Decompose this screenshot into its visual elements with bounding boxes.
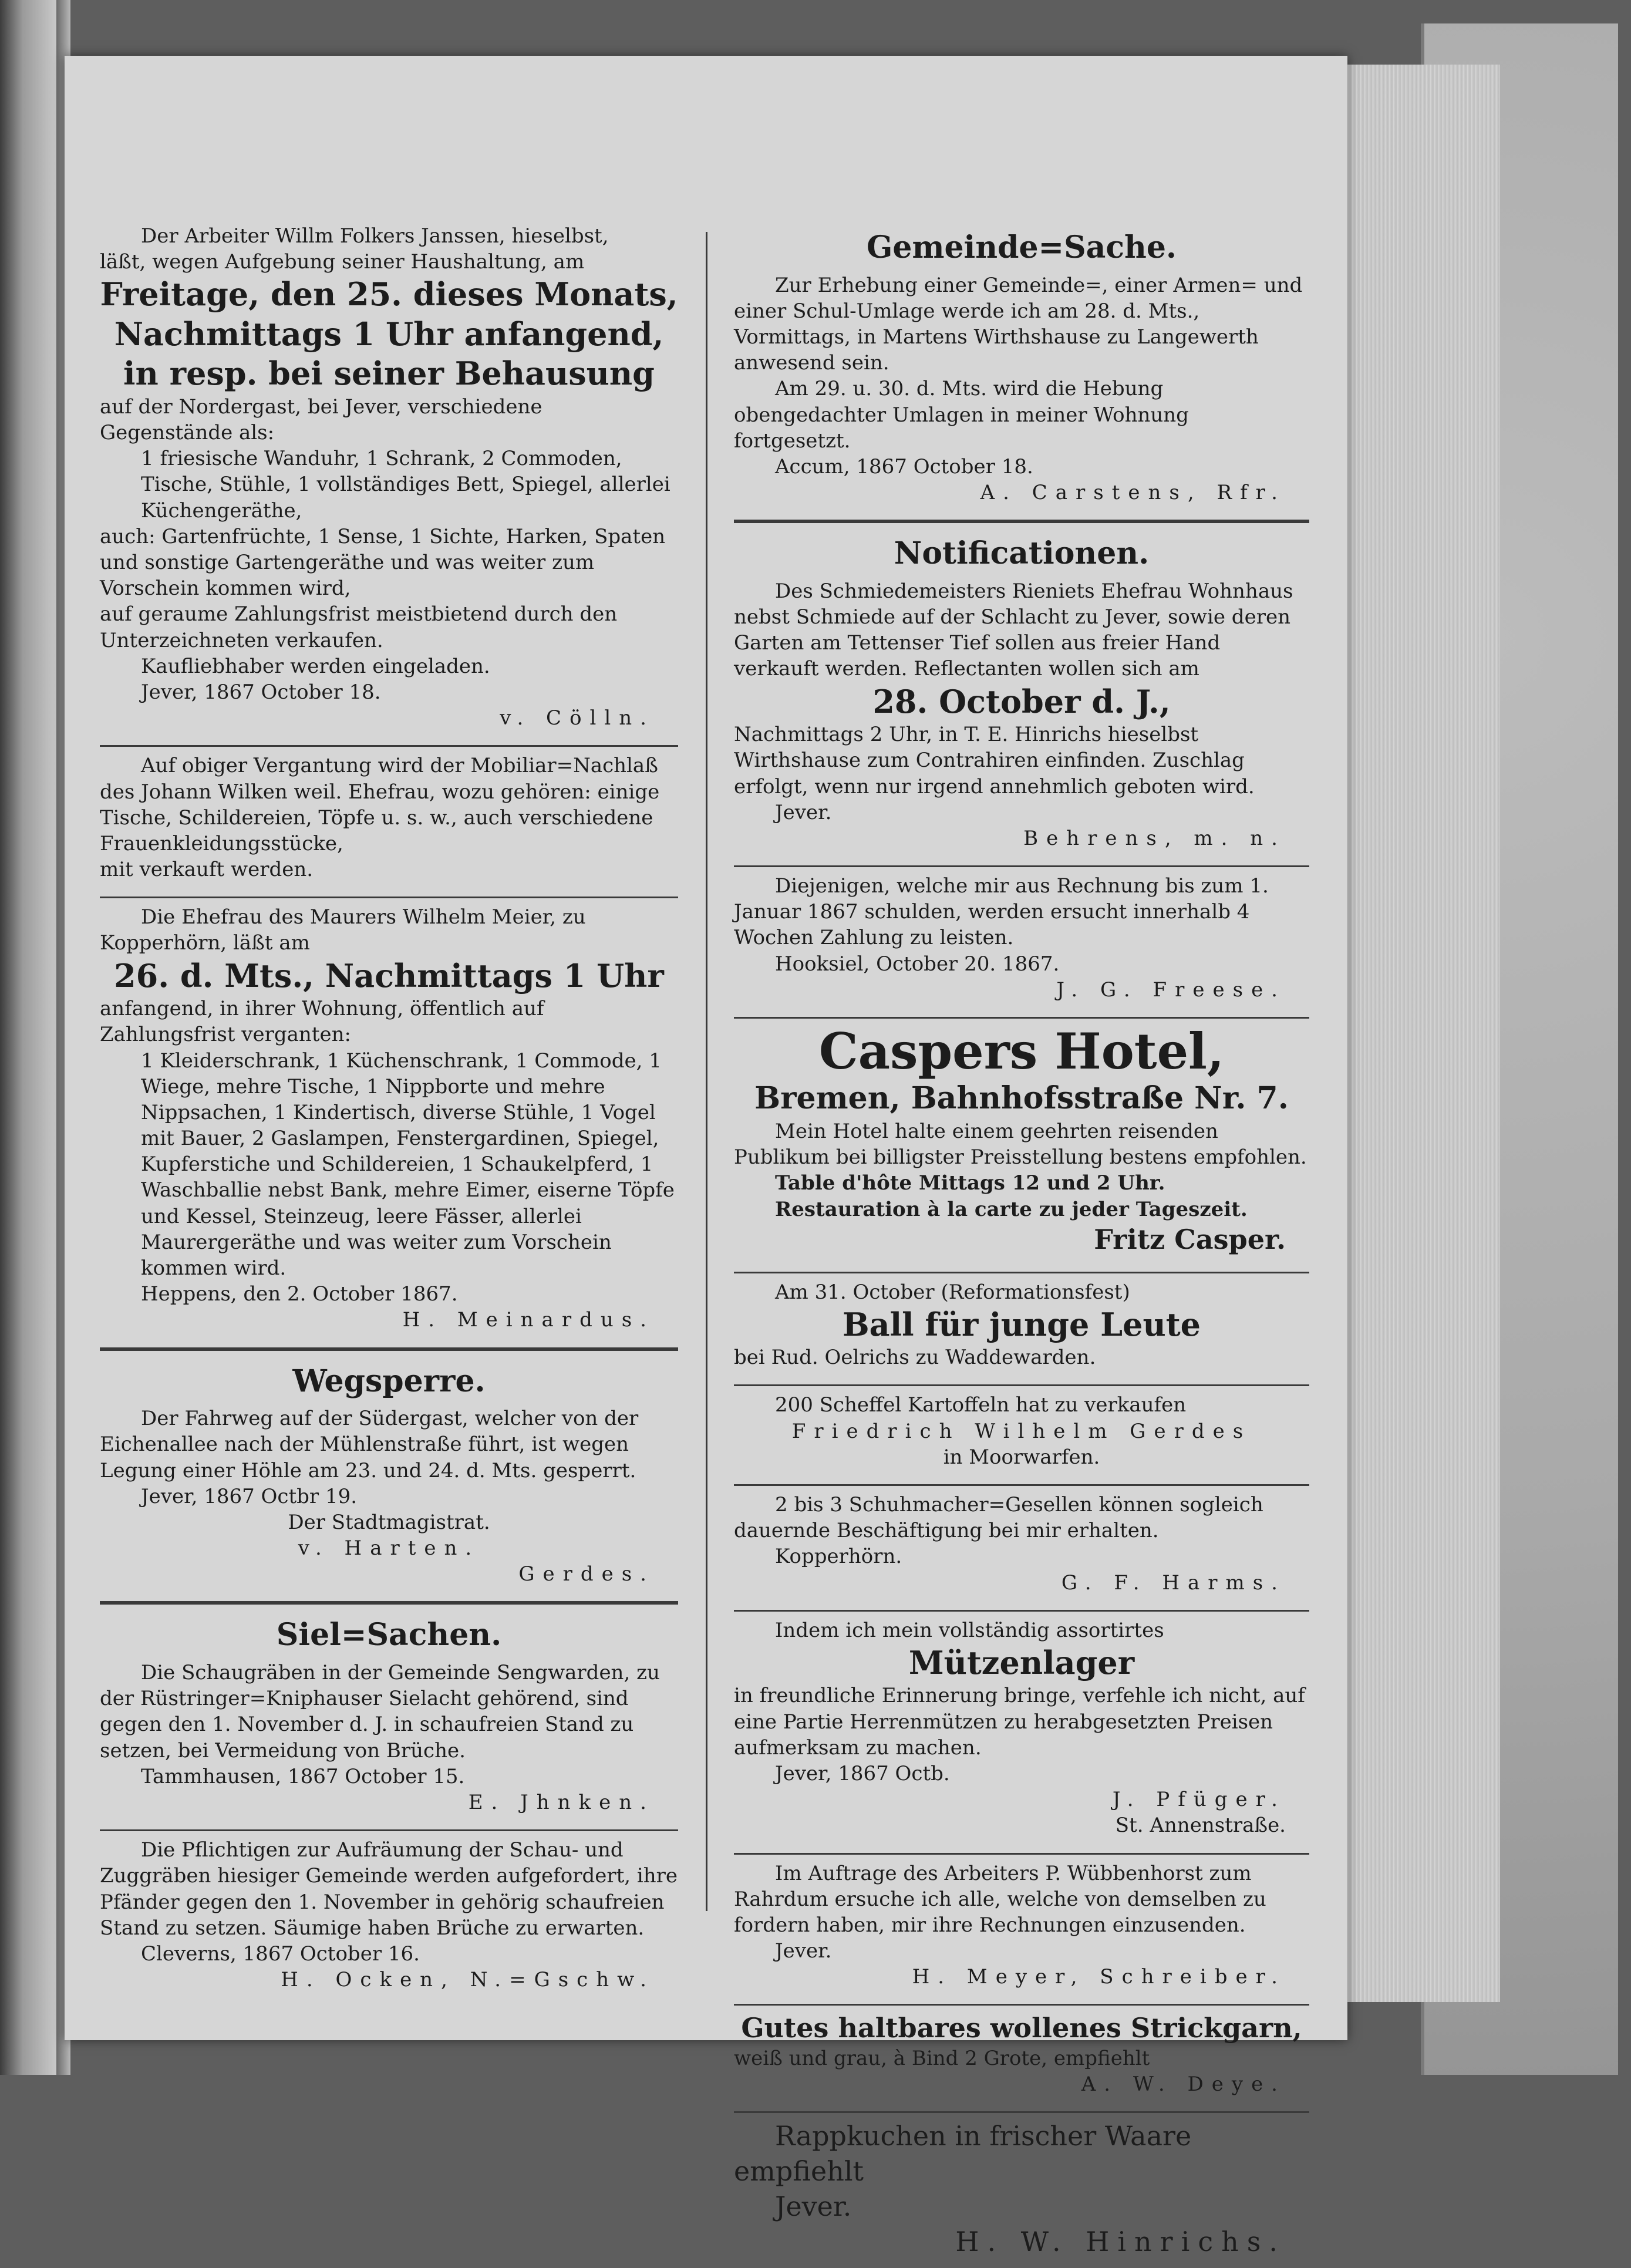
ad-caspers-hotel — [734, 1022, 1309, 1258]
notice-text: in freundliche Erinnerung bringe, verfehle ich nicht, auf eine Partie Herrenmützen zu herabgesetzten Preisen aufmerksam zu machen. — [734, 1684, 1305, 1760]
notice-text: Die Pflichtigen zur Aufräumung der Schau- und Zuggräben hiesiger Gemeinde werden aufgefordert, ihre Pfänder gegen den 1. November in gehörig schaufreien Stand zu setzen. Säumige haben Brüche zu erwarten. — [100, 1838, 678, 1940]
notice-gemeinde-sache — [734, 223, 1309, 506]
notice-divider — [100, 1829, 678, 1831]
notice-text: weiß und grau, à Bind 2 Grote, empfiehlt — [734, 2046, 1150, 2070]
notice-text: auf der Nordergast, bei Jever, verschiedene Gegenstände als: — [100, 395, 542, 445]
notice-heading: Gemeinde=Sache. — [866, 230, 1177, 265]
notice-place-date: Accum, 1867 October 18. — [775, 454, 1033, 478]
right-column — [734, 223, 1309, 2268]
notice-wuebbenhorst — [734, 1861, 1309, 1990]
notice-text: mit verkauft werden. — [100, 858, 314, 882]
notice-notificationen — [734, 529, 1309, 851]
item-list: 1 Kleiderschrank, 1 Küchenschrank, 1 Commode, 1 Wiege, mehre Tische, 1 Nippborte und mehre Nippsachen, 1 Kindertisch, diverse Stühle, 1 Vogel mit Bauer, 2 Gaslampen, Fenstergardinen, Spiegel, Kupferstiche und Schildereien, 1 Schaukelpferd, 1 Waschballie nebst Bank, mehre Eimer, eiserne Töpfe und Kessel, Steinzeug, leere Fässer, allerlei Maurergeräthe und was weiter zum Vorschein kommen wird. — [141, 1049, 675, 1280]
notice-place-date: Jever, 1867 October 18. — [141, 680, 381, 704]
notice-divider — [734, 520, 1309, 523]
notice-divider — [734, 865, 1309, 867]
page-edges — [1324, 65, 1500, 2002]
notice-signature: J. G. Freese. — [1056, 978, 1286, 1002]
notice-signature: J. Pfüger. — [1112, 1788, 1286, 1812]
notice-divider — [734, 1272, 1309, 1273]
left-page-edge — [0, 0, 56, 2075]
notice-divider — [734, 1853, 1309, 1855]
notice-freese — [734, 873, 1309, 1003]
item-list: 1 friesische Wanduhr, 1 Schrank, 2 Commoden, Tische, Stühle, 1 vollständiges Bett, Spiegel, allerlei Küchengeräthe, — [141, 447, 670, 523]
notice-divider — [734, 2004, 1309, 2006]
notice-signature: G. F. Harms. — [1061, 1571, 1286, 1595]
notice-divider — [734, 1384, 1309, 1386]
ad-rappkuchen — [734, 2119, 1309, 2259]
ad-kartoffeln — [734, 1392, 1309, 1470]
notice-signature: H. Meinardus. — [402, 1308, 655, 1332]
item-list: auch: Gartenfrüchte, 1 Sense, 1 Sichte, Harken, Spaten und sonstige Gartengeräthe und was weiter zum Vorschein kommen wird, — [100, 524, 666, 601]
notice-signature: Fritz Casper. — [1094, 1223, 1286, 1255]
notice-headline: 26. d. Mts., Nachmittags 1 Uhr — [114, 956, 664, 995]
notice-wegsperre — [100, 1357, 678, 1588]
notice-divider — [100, 745, 678, 747]
column-rule — [706, 232, 707, 1911]
notice-text: 200 Scheffel Kartoffeln hat zu verkaufen — [775, 1393, 1187, 1417]
notice-place-date: Jever, 1867 Octbr 19. — [141, 1484, 358, 1508]
notice-place: Jever. — [775, 2190, 852, 2222]
notice-text: Am 29. u. 30. d. Mts. wird die Hebung obengedachter Umlagen in meiner Wohnung fortgesetzt. — [734, 377, 1189, 453]
notice-text: auf geraume Zahlungsfrist meistbietend durch den Unterzeichneten verkaufen. — [100, 602, 618, 652]
notice-text: läßt, wegen Aufgebung seiner Haushaltung, am — [100, 250, 585, 274]
notice-authority: Der Stadtmagistrat. — [288, 1510, 490, 1534]
notice-divider — [734, 1484, 1309, 1486]
notice-place-date: Cleverns, 1867 October 16. — [141, 1942, 420, 1966]
ad-schuhmacher — [734, 1492, 1309, 1596]
notice-address: St. Annenstraße. — [1115, 1814, 1286, 1838]
notice-text: Mein Hotel halte einem geehrten reisenden Publikum bei billigster Preisstellung bestens empfohlen. — [734, 1119, 1307, 1170]
notice-place-date: Hooksiel, October 20. 1867. — [775, 952, 1060, 976]
notice-heading: Notificationen. — [894, 535, 1150, 572]
notice-cleverns — [100, 1837, 678, 1993]
ad-strickgarn — [734, 2011, 1309, 2097]
notice-divider — [100, 1347, 678, 1351]
newspaper-page — [65, 56, 1347, 2257]
ad-ball — [734, 1279, 1309, 1371]
restauration: Restauration à la carte zu jeder Tageszeit. — [775, 1197, 1248, 1221]
notice-signature: Behrens, m. n. — [1023, 826, 1286, 850]
notice-divider — [100, 1601, 678, 1605]
notice-divider — [734, 1610, 1309, 1612]
notice-place: Kopperhörn. — [775, 1545, 902, 1569]
notice-signature: H. W. Hinrichs. — [955, 2225, 1286, 2257]
notice-text: Indem ich mein vollständig assortirtes — [775, 1618, 1164, 1642]
notice-place-date: Jever. — [775, 800, 832, 824]
notice-text: Der Arbeiter Willm Folkers Janssen, hieselbst, — [141, 224, 609, 248]
notice-text: Kaufliebhaber werden eingeladen. — [141, 654, 490, 678]
notice-place: in Moorwarfen. — [943, 1445, 1100, 1469]
notice-signature: Friedrich Wilhelm Gerdes — [791, 1419, 1252, 1443]
notice-signature: v. Cölln. — [500, 706, 655, 730]
notice-text: Zur Erhebung einer Gemeinde=, einer Armen= und einer Schul-Umlage werde ich am 28. d. Mts., Vormittags, in Martens Wirthshause zu Langewerth anwesend sein. — [734, 273, 1303, 375]
notice-text: Nachmittags 2 Uhr, in T. E. Hinrichs hieselbst Wirthshause zum Contrahiren einfinden. Zuschlag erfolgt, wenn nur irgend annehmlich geboten wird. — [734, 723, 1255, 798]
notice-heading: Wegsperre. — [292, 1363, 486, 1399]
notice-divider — [100, 897, 678, 898]
notice-auction-janssen — [100, 223, 678, 731]
left-column — [100, 223, 678, 2001]
notice-headline: in resp. bei seiner Behausung — [123, 355, 655, 393]
ad-muetzenlager — [734, 1617, 1309, 1839]
notice-place-date: Jever, 1867 Octb. — [775, 1761, 950, 1785]
notice-signature: E. Jhnken. — [468, 1791, 655, 1814]
notice-place-date: Tammhausen, 1867 October 15. — [141, 1764, 465, 1788]
notice-signature: H. Ocken, N.=Gschw. — [281, 1968, 655, 1992]
notice-signature: v. Harten. — [298, 1536, 480, 1561]
notice-divider — [734, 2111, 1309, 2113]
notice-signature: Gerdes. — [518, 1562, 655, 1586]
notice-text: Am 31. October (Reformationsfest) — [775, 1280, 1130, 1304]
hotel-address: Bremen, Bahnhofsstraße Nr. 7. — [754, 1080, 1289, 1117]
notice-meier — [100, 904, 678, 1333]
notice-signature: H. Meyer, Schreiber. — [912, 1965, 1286, 1989]
notice-text: Des Schmiedemeisters Rieniets Ehefrau Wohnhaus nebst Schmiede auf der Schlacht zu Jever, sowie deren Garten am Tettenser Tief sollen aus freier Hand verkauft werden. Reflectanten wollen sich am — [734, 579, 1293, 681]
notice-divider — [734, 1017, 1309, 1019]
notice-text: bei Rud. Oelrichs zu Waddewarden. — [734, 1346, 1096, 1370]
notice-text: Diejenigen, welche mir aus Rechnung bis zum 1. Januar 1867 schulden, werden ersucht innerhalb 4 Wochen Zahlung zu leisten. — [734, 874, 1269, 950]
notice-headline: Freitage, den 25. dieses Monats, — [100, 275, 678, 314]
notice-headline: 28. October d. J., — [872, 682, 1171, 720]
notice-heading: Siel=Sachen. — [276, 1617, 502, 1653]
notice-headline: Mützenlager — [908, 1643, 1135, 1681]
notice-place-date: Heppens, den 2. October 1867. — [141, 1282, 458, 1306]
notice-headline: Nachmittags 1 Uhr anfangend, — [114, 315, 664, 353]
notice-text: Der Fahrweg auf der Südergast, welcher von der Eichenallee nach der Mühlenstraße führt, ist wegen Legung einer Höhle am 23. und 24. d. Mts. gesperrt. — [100, 1407, 639, 1482]
notice-text: Im Auftrage des Arbeiters P. Wübbenhorst zum Rahrdum ersuche ich alle, welche von demselben zu fordern haben, mir ihre Rechnungen einzusenden. — [734, 1861, 1266, 1937]
notice-wilken — [100, 753, 678, 882]
notice-headline: Ball für junge Leute — [842, 1305, 1201, 1343]
notice-text: anfangend, in ihrer Wohnung, öffentlich auf Zahlungsfrist verganten: — [100, 997, 544, 1047]
table-dhote: Table d'hôte Mittags 12 und 2 Uhr. — [775, 1171, 1165, 1195]
notice-signature: A. W. Deye. — [1081, 2072, 1286, 2097]
notice-signature: A. Carstens, Rfr. — [980, 481, 1286, 505]
notice-text: Die Ehefrau des Maurers Wilhelm Meier, zu Kopperhörn, läßt am — [100, 905, 586, 955]
notice-text: 2 bis 3 Schuhmacher=Gesellen können sogleich dauernde Beschäftigung bei mir erhalten. — [734, 1492, 1263, 1543]
notice-siel-sachen — [100, 1610, 678, 1815]
notice-text: Rappkuchen in frischer Waare empfiehlt — [734, 2120, 1192, 2188]
notice-text: Auf obiger Vergantung wird der Mobiliar=Nachlaß des Johann Wilken weil. Ehefrau, wozu gehören: einige Tische, Schildereien, Töpfe u. s. w., auch verschiedene Frauenkleidungsstücke, — [100, 754, 660, 855]
hotel-name: Caspers Hotel, — [818, 1022, 1225, 1080]
notice-text: Die Schaugräben in der Gemeinde Sengwarden, zu der Rüstringer=Kniphauser Sielacht gehörend, sind gegen den 1. November d. J. in schaufreien Stand zu setzen, bei Vermeidung von Brüche. — [100, 1661, 660, 1762]
notice-place: Jever. — [775, 1939, 832, 1963]
notice-headline: Gutes haltbares wollenes Strickgarn, — [741, 2012, 1302, 2044]
